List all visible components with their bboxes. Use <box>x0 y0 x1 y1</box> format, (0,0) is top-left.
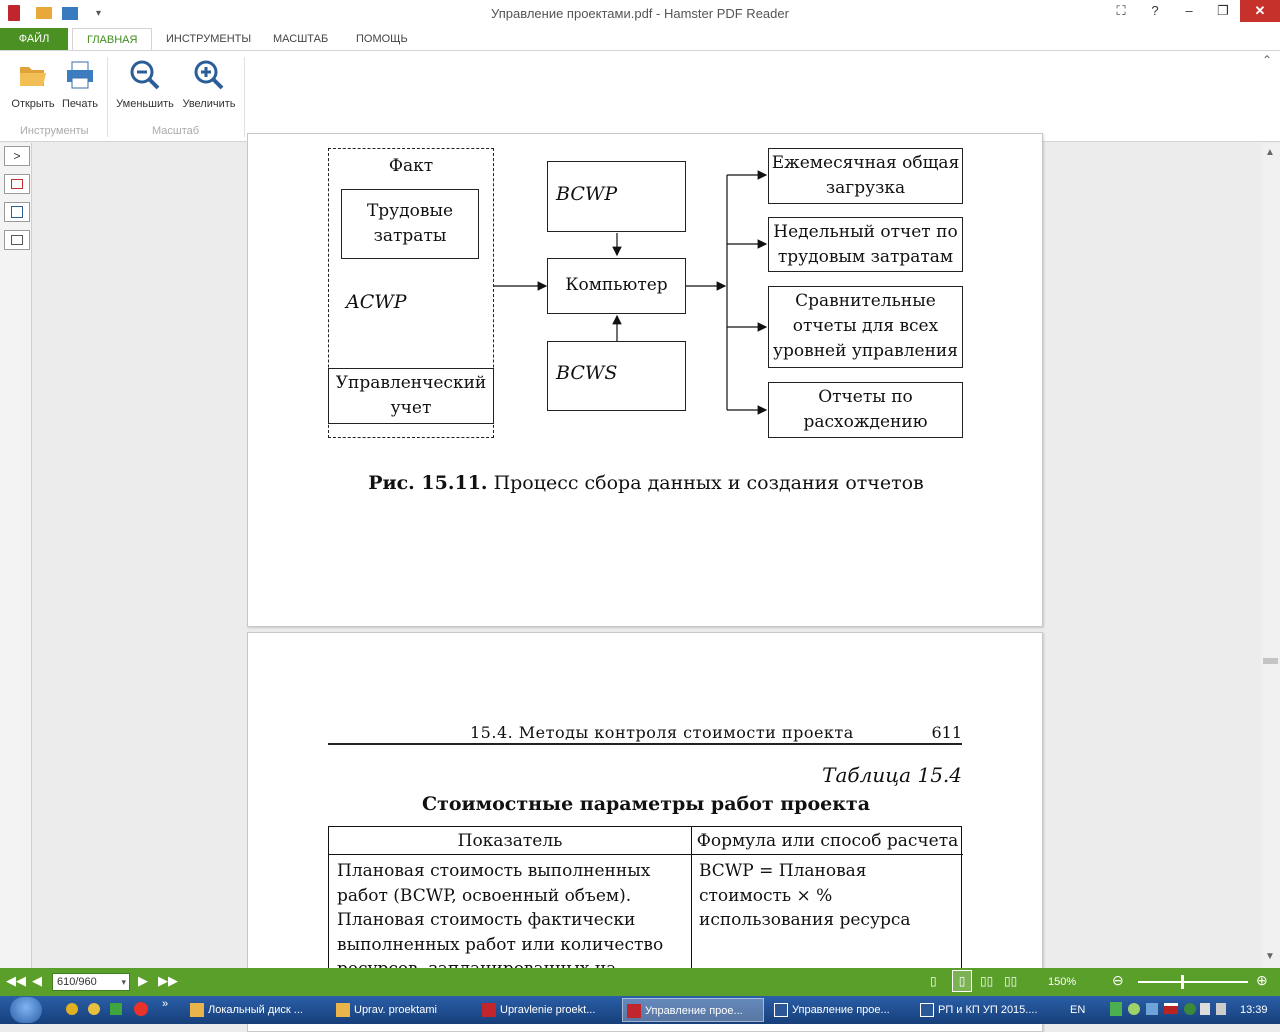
data-table <box>328 826 962 986</box>
taskbar-item[interactable] <box>622 998 764 1022</box>
yandex-browser-icon[interactable] <box>134 1002 148 1016</box>
ribbon-panel <box>0 50 1280 142</box>
running-head-text: 15.4. Методы контроля стоимости проекта <box>470 723 854 742</box>
zoom-level: 150% <box>1048 976 1077 988</box>
tab-scale[interactable]: МАСШТАБ <box>273 33 329 45</box>
torrent-icon[interactable] <box>110 1003 122 1015</box>
zoom-out-button[interactable] <box>114 59 176 110</box>
chevron-right-icon: > <box>13 149 21 163</box>
continuous-view-icon[interactable]: ▯ <box>952 970 972 992</box>
close-button[interactable]: ✕ <box>1240 0 1280 22</box>
pdf-icon <box>627 1004 641 1018</box>
column-header: Формула или способ расчета <box>696 831 959 851</box>
document-view[interactable] <box>33 143 1261 968</box>
taskbar-item-label: Локальный диск ... <box>208 1004 303 1016</box>
collapse-ribbon-icon[interactable]: ⌃ <box>1261 53 1272 67</box>
zoom-in-icon <box>193 59 225 91</box>
ribbon-tabs <box>0 28 1280 50</box>
group-scale-label: Масштаб <box>152 125 200 137</box>
status-bar <box>0 968 1280 996</box>
mail-icon[interactable] <box>88 1003 100 1015</box>
taskbar-item-label: РП и КП УП 2015.... <box>938 1004 1038 1016</box>
table-header-row <box>329 827 963 855</box>
acwp-label: ACWP <box>346 291 407 313</box>
side-panel <box>0 143 32 968</box>
zoom-slider-track[interactable] <box>1138 981 1248 983</box>
restore-button[interactable]: ❐ <box>1217 3 1229 18</box>
column-header: Показатель <box>457 831 563 851</box>
expand-panel-button[interactable] <box>4 146 30 166</box>
labor-costs-box: Трудовые затраты <box>341 189 479 259</box>
group-separator <box>107 57 108 137</box>
table-cell: BCWP = Плановая стоимость × % использования ресурса <box>699 861 911 930</box>
volume-icon[interactable] <box>1200 1003 1210 1015</box>
taskbar-item[interactable] <box>186 998 326 1022</box>
battery-icon[interactable] <box>1216 1003 1226 1015</box>
taskbar-item[interactable] <box>916 998 1056 1022</box>
zoom-in-label: Увеличить <box>182 98 236 110</box>
computer-box: Компьютер <box>547 258 686 314</box>
window-controls <box>1104 0 1280 22</box>
fullscreen-icon[interactable]: ⛶ <box>1116 3 1126 18</box>
vertical-scrollbar[interactable] <box>1261 143 1280 968</box>
scrollbar-thumb[interactable] <box>1263 658 1278 664</box>
zoom-out-label: Уменьшить <box>116 98 174 110</box>
table-cell: Плановая стоимость выполненных работ (BCWP, освоенный объем). Плановая стоимость фактически выполненных работ или количество <box>337 861 664 955</box>
pages-icon <box>11 206 23 218</box>
group-separator <box>244 57 245 137</box>
scroll-up-icon[interactable]: ▲ <box>1265 147 1275 158</box>
zoom-out-icon <box>129 59 161 91</box>
tab-home[interactable]: ГЛАВНАЯ <box>72 28 152 50</box>
taskbar-item[interactable] <box>332 998 472 1022</box>
tray-check-icon[interactable] <box>1128 1003 1140 1015</box>
minimize-button[interactable]: – <box>1185 3 1193 18</box>
window-title: Управление проектами.pdf - Hamster PDF Reader <box>491 6 789 21</box>
folder-icon <box>336 1003 350 1017</box>
tab-help[interactable]: ПОМОЩЬ <box>356 33 408 45</box>
pages-button[interactable] <box>4 202 30 222</box>
tray-network-icon[interactable] <box>1146 1003 1158 1015</box>
bookmarks-button[interactable] <box>4 230 30 250</box>
caption-text: Процесс сбора данных и создания отчетов <box>493 472 924 494</box>
print-icon <box>64 59 96 91</box>
taskbar-item-label: Upravlenie proekt... <box>500 1004 596 1016</box>
us-flag-icon[interactable] <box>1164 1003 1178 1014</box>
tab-tools[interactable]: ИНСТРУМЕНТЫ <box>166 33 252 45</box>
output-box-comparative: Сравнительные отчеты для всех уровней управления <box>768 286 963 368</box>
scroll-down-icon[interactable]: ▼ <box>1265 951 1275 962</box>
overflow-chevron-icon[interactable]: » <box>162 998 169 1010</box>
zoom-out-icon[interactable]: ⊖ <box>1112 972 1124 988</box>
output-box-variance: Отчеты по расхождению <box>768 382 963 438</box>
zoom-in-icon[interactable]: ⊕ <box>1256 972 1268 988</box>
language-indicator[interactable]: EN <box>1070 1004 1086 1016</box>
tray-info-icon[interactable] <box>1184 1003 1196 1015</box>
page-number-value: 610/960 <box>57 976 97 988</box>
taskbar-item-label: Управление прое... <box>645 1005 743 1017</box>
print-label: Печать <box>61 98 99 110</box>
taskbar-item[interactable] <box>770 998 910 1022</box>
tray-app-icon[interactable] <box>1110 1002 1122 1016</box>
start-button[interactable] <box>10 997 42 1023</box>
column-divider <box>691 827 692 987</box>
taskbar-item-label: Uprav. proektami <box>354 1004 437 1016</box>
tab-file[interactable]: ФАЙЛ <box>0 28 68 50</box>
taskbar <box>0 996 1280 1024</box>
word-icon <box>774 1003 788 1017</box>
taskbar-item[interactable] <box>478 998 618 1022</box>
pdf-page <box>247 133 1043 627</box>
page-number: 611 <box>931 723 962 742</box>
open-folder-icon <box>17 59 49 91</box>
page-number-input[interactable] <box>52 973 130 991</box>
table-label: Таблица 15.4 <box>822 763 962 787</box>
running-header <box>328 721 962 745</box>
pdf-icon <box>482 1003 496 1017</box>
title-bar <box>0 0 1280 28</box>
bcws-box: BCWS <box>547 341 686 411</box>
single-page-view-icon[interactable]: ▯ <box>930 974 937 988</box>
output-box-monthly: Ежемесячная общая загрузка <box>768 148 963 204</box>
help-icon[interactable]: ? <box>1151 3 1159 18</box>
bcwp-box: BCWP <box>547 161 686 232</box>
thumbnails-icon <box>11 179 23 189</box>
word-icon <box>920 1003 934 1017</box>
thumbnails-button[interactable] <box>4 174 30 194</box>
caption-number: Рис. 15.11. <box>368 472 488 494</box>
two-page-continuous-icon[interactable]: ▯▯ <box>1004 974 1018 988</box>
chevron-down-icon[interactable]: ▾ <box>121 977 126 987</box>
first-page-icon[interactable]: ◀◀ <box>6 973 26 988</box>
table-title: Стоимостные параметры работ проекта <box>421 793 871 815</box>
folder-icon <box>190 1003 204 1017</box>
clock[interactable]: 13:39 <box>1240 1004 1268 1016</box>
two-page-view-icon[interactable]: ▯▯ <box>980 974 994 988</box>
prev-page-icon[interactable]: ◀ <box>32 973 42 988</box>
zoom-slider-thumb[interactable] <box>1181 975 1184 989</box>
last-page-icon[interactable]: ▶▶ <box>158 973 178 988</box>
mgmt-accounting-box: Управленческий учет <box>328 368 494 424</box>
zoom-in-button[interactable] <box>178 59 240 110</box>
output-box-weekly: Недельный отчет по трудовым затратам <box>768 217 963 272</box>
chrome-icon[interactable] <box>66 1003 78 1015</box>
next-page-icon[interactable]: ▶ <box>138 973 148 988</box>
print-button[interactable] <box>52 59 108 110</box>
figure-caption <box>248 472 1044 494</box>
open-label: Открыть <box>11 98 55 110</box>
taskbar-item-label: Управление прое... <box>792 1004 890 1016</box>
bookmarks-icon <box>11 235 23 245</box>
group-tools-label: Инструменты <box>20 125 89 137</box>
fact-label: Факт <box>388 156 434 176</box>
customize-qat-icon[interactable]: ▾ <box>96 7 102 19</box>
